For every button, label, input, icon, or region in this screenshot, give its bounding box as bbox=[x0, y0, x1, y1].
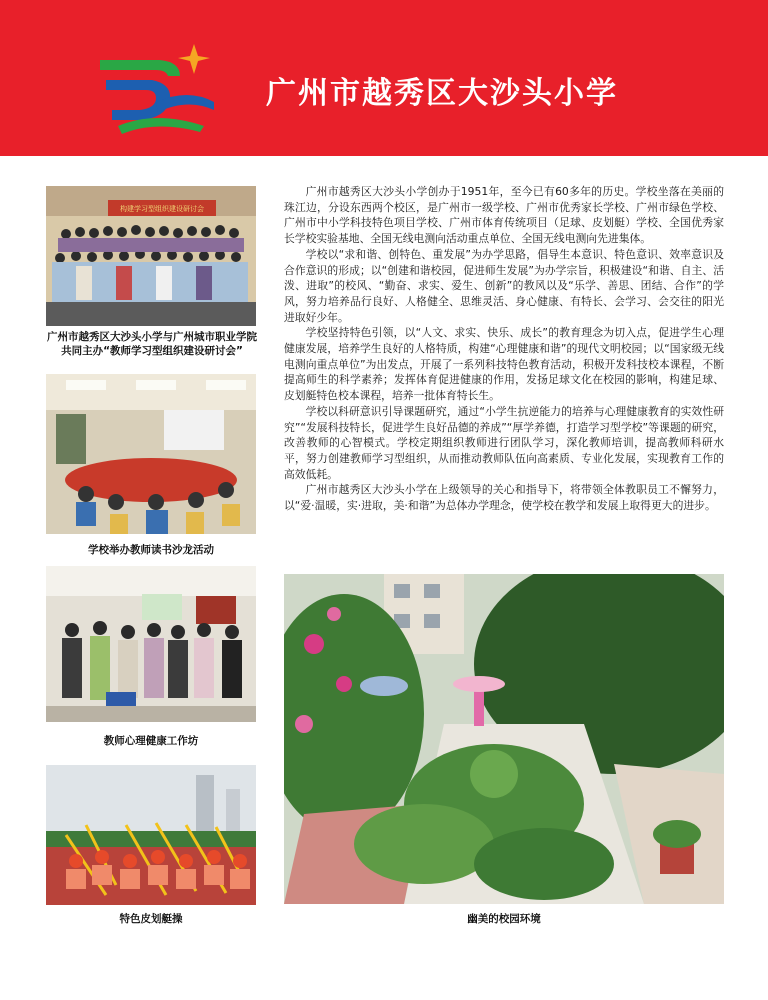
school-name-title: 广州市越秀区大沙头小学 bbox=[266, 76, 618, 111]
banner-text: 构建学习型组织建设研讨会 bbox=[120, 205, 204, 213]
article-paragraph: 学校以“求和谐、创特色、重发展”为办学思路，倡导生本意识、特色意识、效率意识及合作意识的形成；以“创建和谐校园，促进师生发展”为办学宗旨，积极建设“和谐、自主、活泼、进取”的校风、“勤奋、求实、爱生、创新”的教风以及“乐学、善思、团结、合作”的学风，努力培养品行良好、人格健全、思维灵活、身心健康、有特长、会学习、会交往的阳光进取好少年。 bbox=[284, 247, 724, 324]
school-introduction-article bbox=[284, 184, 724, 514]
workshop-caption: 教师心理健康工作坊 bbox=[103, 735, 199, 747]
kayak-caption: 特色皮划艇操 bbox=[119, 913, 183, 925]
reading-salon-photo bbox=[46, 374, 256, 534]
article-paragraph: 广州市越秀区大沙头小学在上级领导的关心和指导下，将带领全体教职员工不懈努力，以“爱·温暖，实·进取，美·和谐”为总体办学理念，使学校在教学和发展上取得更大的进步。 bbox=[284, 483, 724, 513]
kayak-exercise-photo bbox=[46, 765, 256, 905]
school-logo-icon bbox=[96, 40, 226, 140]
psychology-workshop-photo bbox=[46, 566, 256, 722]
campus-garden-photo bbox=[284, 574, 724, 904]
article-paragraph: 学校坚持特色引领，以“人文、求实、快乐、成长”的教育理念为切入点，促进学生心理健康发展，培养学生良好的人格特质，构建“心理健康和谐”的现代文明校园；以“国家级无线电测向重点单位”为出发点，开展了一系列科技特色教育活动，积极开发科技校本课程，不断提高师生的科学素养；发挥体育促进健康的作用，发扬足球文化在校园的影响，构建足球、皮划艇特色校本课程，培养一批体育特长生。 bbox=[284, 326, 724, 403]
reading-salon-caption: 学校举办教师读书沙龙活动 bbox=[88, 544, 214, 556]
article-paragraph: 学校以科研意识引导课题研究，通过“小学生抗逆能力的培养与心理健康教育的实效性研究”“发展科技特长，促进学生良好品德的养成”“厚学养德，打造学习型学校”等课题的研究，改善教师的心智模式。学校定期组织教师进行团队学习，深化教师培训，提高教师科研水平，努力创建教师学习型组织，从而推动教师队伍向高素质、专业化发展，实现教育工作的高效低耗。 bbox=[284, 404, 724, 481]
campus-caption: 幽美的校园环境 bbox=[467, 913, 541, 925]
article-paragraph: 广州市越秀区大沙头小学创办于1951年，至今已有60多年的历史。学校坐落在美丽的珠江边，分设东西两个校区，是广州市一级学校、广州市优秀家长学校、广州市绿色学校、广州市中小学科技特色项目学校、广州市体育传统项目（足球、皮划艇）学校、全国优秀家长学校实验基地、全国无线电测向活动重点单位、全国无线电测向先进集体。 bbox=[284, 185, 724, 246]
header-banner bbox=[0, 0, 768, 156]
seminar-photo-caption: 广州市越秀区大沙头小学与广州城市职业学院共同主办“教师学习型组织建设研讨会” bbox=[47, 331, 257, 357]
seminar-group-photo bbox=[46, 186, 256, 326]
